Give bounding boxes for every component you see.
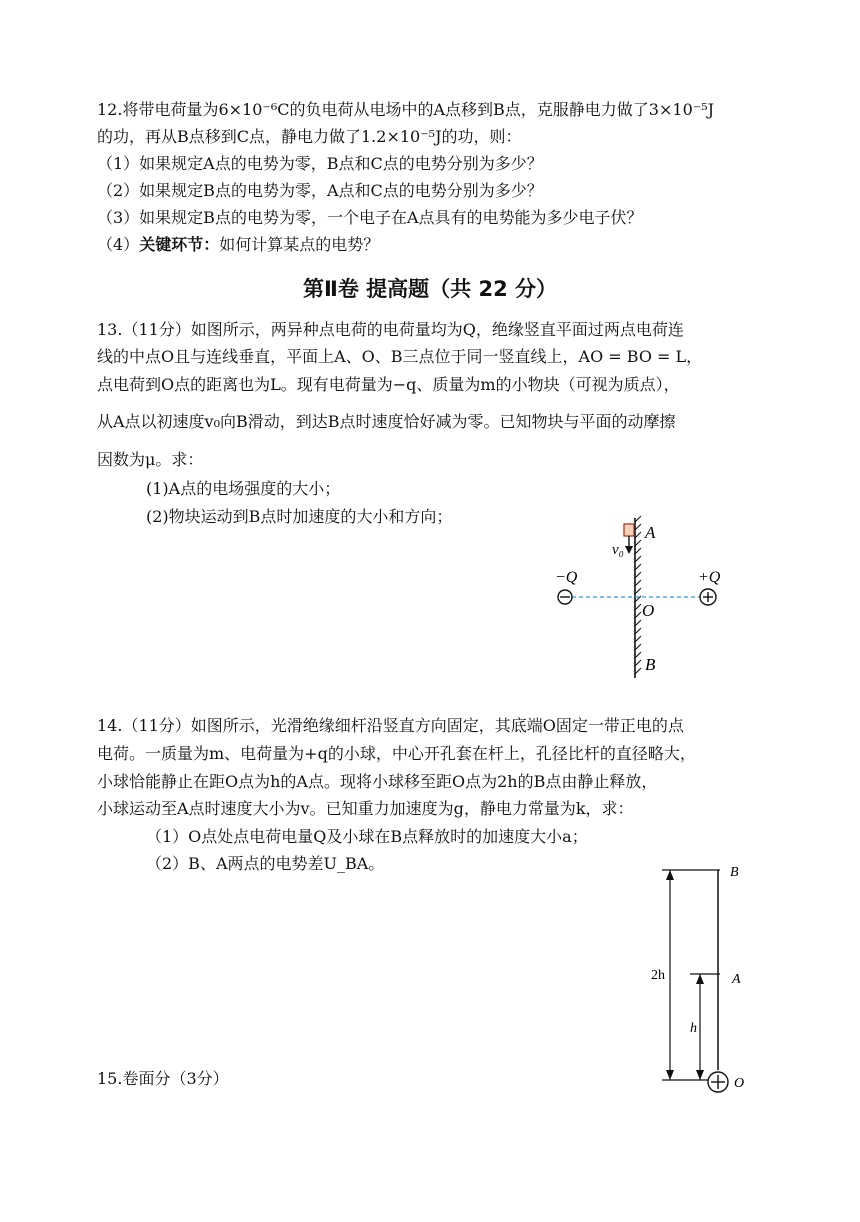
q12-sub-4-text: 如何计算某点的电势？ — [219, 235, 380, 254]
q12-sub-2: （2）如果规定B点的电势为零，A点和C点的电势分别为多少？ — [97, 181, 543, 200]
q13-line-4: 从A点以初速度v₀向B滑动，到达B点时速度恰好减为零。已知物块与平面的动摩擦 — [97, 412, 676, 431]
q15-text: 15.卷面分（3分） — [97, 1069, 229, 1088]
q13-line-2: 线的中点O且与连线垂直，平面上A、O、B三点位于同一竖直线上，AO = BO = L， — [97, 347, 703, 366]
q13-figure — [540, 512, 740, 687]
label-2h: 2h — [651, 968, 665, 983]
q14-sub-1: （1）O点处点电荷电量Q及小球在B点释放时的加速度大小a； — [146, 827, 588, 846]
q13-line-3: 点电荷到O点的距离也为L。现有电荷量为−q、质量为m的小物块（可视为质点）， — [97, 375, 680, 394]
q12-sub-1: （1）如果规定A点的电势为零，B点和C点的电势分别为多少？ — [97, 154, 543, 173]
label-O: O — [642, 601, 655, 620]
q12-key-step-label: 关键环节： — [139, 235, 220, 254]
q14-sub-2: （2）B、A两点的电势差U_BA。 — [146, 854, 385, 873]
label-neg-Q: −Q — [555, 569, 578, 586]
q14-figure — [640, 855, 760, 1100]
velocity-arrow-icon — [625, 546, 633, 554]
label-pos-Q: +Q — [698, 569, 721, 586]
q12-line-2: 的功，再从B点移到C点，静电力做了1.2×10⁻⁵J的功，则： — [97, 127, 522, 146]
q14-line-3: 小球恰能静止在距O点为h的A点。现将小球移至距O点为2h的B点由静止释放， — [97, 772, 658, 791]
label-h: h — [690, 1021, 697, 1036]
q13-sub-1: (1)A点的电场强度的大小； — [146, 479, 341, 498]
q14-line-2: 电荷。一质量为m、电荷量为+q的小球，中心开孔套在杆上，孔径比杆的直径略大， — [97, 744, 696, 763]
block — [624, 524, 634, 536]
q12-sub-4-prefix: （4） — [97, 235, 140, 254]
label-A: A — [645, 523, 656, 542]
q13-line-1: 13.（11分）如图所示，两异种点电荷的电荷量均为Q，绝缘竖直平面过两点电荷连 — [97, 320, 684, 339]
label-B: B — [645, 655, 656, 674]
q12-sub-3: （3）如果规定B点的电势为零，一个电子在A点具有的电势能为多少电子伏？ — [97, 208, 643, 227]
q14-line-1: 14.（11分）如图所示，光滑绝缘细杆沿竖直方向固定，其底端O固定一带正电的点 — [97, 716, 684, 735]
label-v0: v₀ — [612, 542, 624, 558]
label-O: O — [734, 1076, 745, 1091]
label-A: A — [732, 972, 741, 987]
q13-sub-2: (2)物块运动到B点时加速度的大小和方向； — [146, 507, 453, 526]
q14-line-4: 小球运动至A点时速度大小为v。已知重力加速度为g，静电力常量为k，求： — [97, 799, 634, 818]
label-B: B — [730, 865, 739, 880]
q12-sub-4 — [97, 235, 379, 255]
q12-line-1: 12.将带电荷量为6×10⁻⁶C的负电荷从电场中的A点移到B点，克服静电力做了3×10⁻⁵J — [97, 100, 715, 119]
section-title: 第Ⅱ卷 提高题（共 22 分） — [303, 277, 557, 301]
q13-line-5: 因数为μ。求： — [97, 450, 204, 469]
